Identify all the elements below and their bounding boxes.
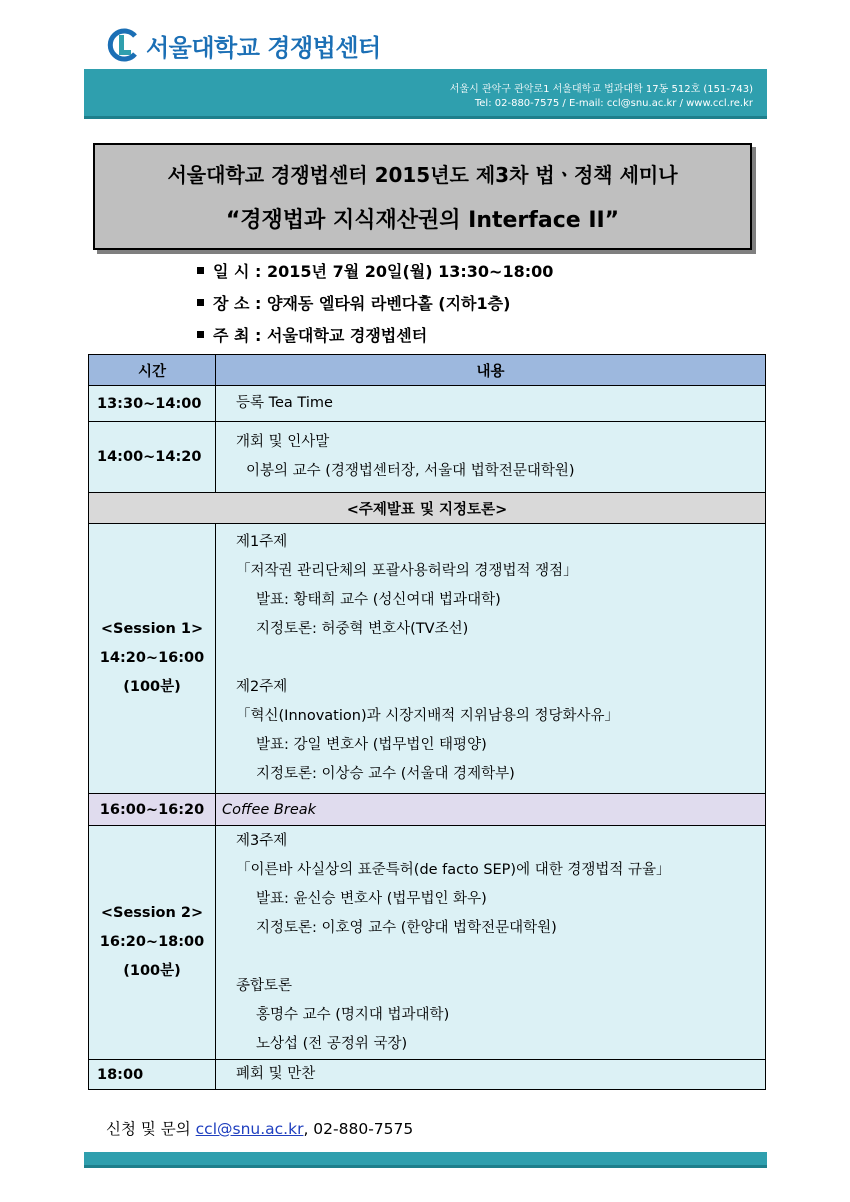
content-line: 지정토론: 허중혁 변호사(TV조선)	[256, 621, 469, 637]
content-line: 「저작권 관리단체의 포괄사용허락의 경쟁법적 쟁점」	[236, 563, 578, 579]
seminar-title: 서울대학교 경쟁법센터 2015년도 제3차 법ㆍ정책 세미나	[167, 163, 678, 187]
seminar-title-box	[93, 143, 752, 250]
content-line: 제1주제	[236, 534, 288, 550]
contact-phone: , 02-880-7575	[303, 1120, 414, 1138]
row-content	[216, 1060, 766, 1090]
session-time: 14:20~16:00	[99, 650, 205, 666]
address-banner	[84, 69, 767, 119]
address-text: 서울시 관악구 관악로1 서울대학교 법과대학 17동 512호 (151-743)	[449, 84, 753, 95]
info-date-text: 일 시 : 2015년 7월 20일(월) 13:30~18:00	[213, 262, 554, 281]
table-header-row	[89, 355, 766, 386]
section-label: <주제발표 및 지정토론>	[89, 493, 766, 524]
contact-email-link[interactable]: ccl@snu.ac.kr	[195, 1120, 304, 1138]
table-row	[89, 794, 766, 826]
contact-prefix: 신청 및 문의	[106, 1120, 196, 1138]
session1-content	[216, 524, 766, 794]
content-line: 「혁신(Innovation)과 시장지배적 지위남용의 정당화사유」	[236, 708, 620, 724]
content-line: 지정토론: 이호영 교수 (한양대 법학전문대학원)	[256, 919, 557, 936]
table-row	[89, 524, 766, 794]
content-line: 발표: 황태희 교수 (성신여대 법과대학)	[256, 592, 501, 608]
ccl-logo-icon	[106, 28, 140, 62]
coffee-break: Coffee Break	[216, 794, 766, 826]
content-line: 개회 및 인사말	[236, 434, 330, 450]
session1-time	[89, 524, 216, 794]
content-line: 이봉의 교수 (경쟁법센터장, 서울대 법학전문대학원)	[246, 463, 575, 479]
content-line	[236, 644, 765, 673]
row-content	[216, 422, 766, 493]
row-time: 18:00	[89, 1060, 216, 1090]
session-duration: (100분)	[123, 963, 181, 979]
footer-bar	[84, 1152, 767, 1168]
content-line: 종합토론	[236, 977, 293, 994]
info-host	[197, 323, 427, 346]
session-name: <Session 1>	[100, 621, 204, 637]
content-line: 노상섭 (전 공정위 국장)	[256, 1035, 408, 1052]
schedule-table	[88, 354, 766, 1090]
session-duration: (100분)	[123, 679, 181, 695]
info-date	[197, 259, 553, 282]
bullet-square-icon	[197, 267, 204, 274]
center-logo	[106, 28, 381, 62]
session2-content	[216, 826, 766, 1060]
session-time: 16:20~18:00	[99, 934, 205, 950]
contact-info	[106, 1117, 413, 1139]
org-name: 서울대학교 경쟁법센터	[146, 33, 381, 62]
content-line: 홍명수 교수 (명지대 법과대학)	[256, 1006, 450, 1023]
table-row	[89, 422, 766, 493]
coffee-time: 16:00~16:20	[89, 794, 216, 826]
content-line: 「이른바 사실상의 표준특허(de facto SEP)에 대한 경쟁법적 규율」	[236, 861, 671, 878]
content-line: 제3주제	[236, 832, 288, 849]
session-name: <Session 2>	[100, 905, 204, 921]
content-line: 등록 Tea Time	[236, 395, 333, 411]
row-time: 13:30~14:00	[89, 386, 216, 422]
header-time: 시간	[89, 355, 216, 386]
section-row	[89, 493, 766, 524]
content-line	[236, 943, 765, 972]
table-row	[89, 386, 766, 422]
row-content	[216, 386, 766, 422]
info-place	[197, 291, 510, 314]
bullet-square-icon	[197, 331, 204, 338]
contact-line: Tel: 02-880-7575 / E-mail: ccl@snu.ac.kr / www.ccl.re.kr	[474, 98, 753, 109]
session2-time	[89, 826, 216, 1060]
table-row	[89, 826, 766, 1060]
row-time: 14:00~14:20	[89, 422, 216, 493]
content-line: 폐회 및 만찬	[236, 1066, 316, 1082]
info-place-text: 장 소 : 양재동 엘타워 라벤다홀 (지하1층)	[213, 294, 511, 313]
bullet-square-icon	[197, 299, 204, 306]
seminar-subtitle: “경쟁법과 지식재산권의 Interface II”	[225, 208, 620, 233]
content-line: 발표: 강일 변호사 (법무법인 태평양)	[256, 737, 487, 753]
header-content: 내용	[216, 355, 766, 386]
table-row	[89, 1060, 766, 1090]
content-line: 지정토론: 이상승 교수 (서울대 경제학부)	[256, 766, 515, 782]
content-line: 발표: 윤신승 변호사 (법무법인 화우)	[256, 890, 487, 907]
info-host-text: 주 최 : 서울대학교 경쟁법센터	[213, 326, 428, 345]
content-line: 제2주제	[236, 679, 288, 695]
